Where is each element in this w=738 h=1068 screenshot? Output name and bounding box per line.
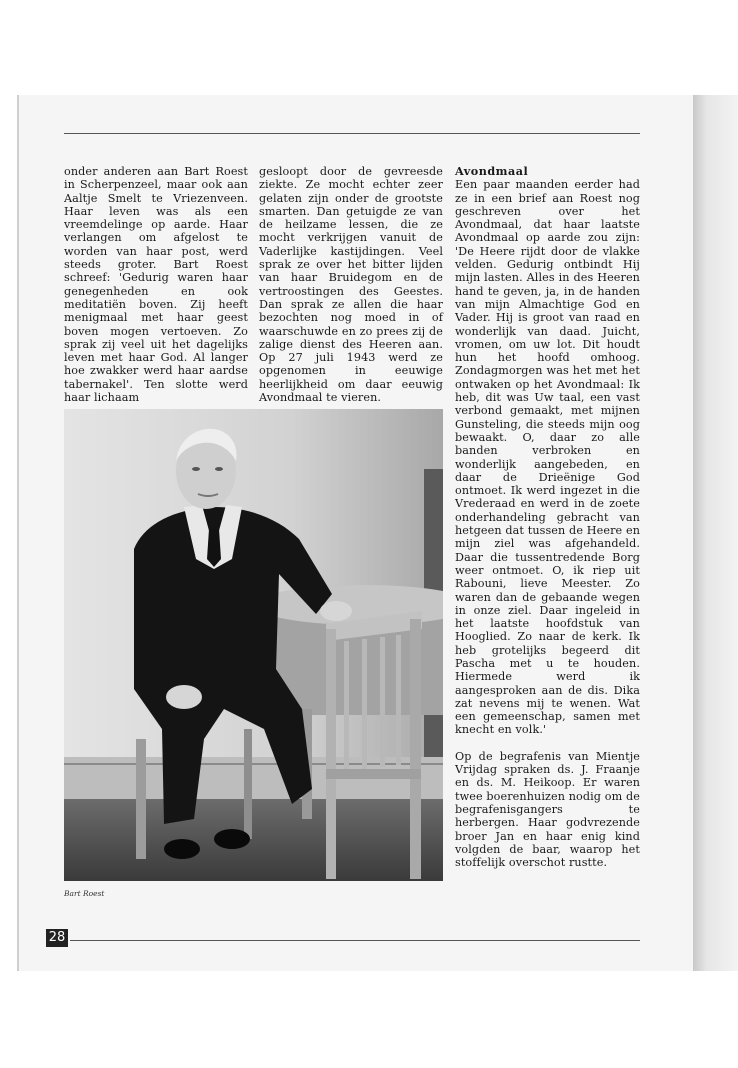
- text-column-2: gesloopt door de gevreesde ziekte. Ze mocht echter zeer gelaten zijn onder de grootste smarten. Dan getuigde ze van de heilzame lessen, die ze mocht verkrijgen vanuit de Vaderlijke kastijdingen. Veel sprak ze over het bitter lijden van haar Bruidegom en de vertroostingen des Geestes. Dan sprak ze allen die haar bezochten nog moed in of waarschuwde en zo prees zij de zalige dienst des Heeren aan. Op 27 juli 1943 werd ze opgenomen in eeuwige heerlijkheid om daar eeuwig Avondmaal te vieren.: [259, 165, 443, 405]
- page-number: 28: [46, 929, 68, 947]
- paragraph-begrafenis: Op de begrafenis van Mientje Vrijdag spraken ds. J. Fraanje en ds. M. Heikoop. Er waren twee boerenhuizen nodig om de begrafenisgangers te herbergen. Haar godvrezende broer Jan en haar enig kind volgden de baar, waarop het stoffelijk overschot rustte.: [455, 749, 640, 870]
- page-edge: [693, 95, 738, 971]
- section-heading: Avondmaal: [455, 164, 529, 178]
- text-column-3: [455, 165, 640, 869]
- photo-caption: Bart Roest: [64, 889, 105, 898]
- portrait-photo: [64, 409, 443, 881]
- paragraph-avondmaal: Een paar maanden eerder had ze in een brief aan Roest nog geschreven over het Avondmaal, dat haar laatste Avondmaal op aarde zou zijn: 'De Heere rijdt door de vlakke velden. Gedurig ontbindt Hij mijn lasten. Alles in des Heeren hand te geven, ja, in de handen van mijn Almachtige God en Vader. Hij is groot van raad en wonderlijk van daad. Juicht, vromen, om uw lot. Dit houdt hun het hoofd omhoog. Zondagmorgen was het met het ontwaken op het Avondmaal: Ik heb, dit was Uw taal, een vast verbond gemaakt, met mijnen Gunsteling, die steeds mijn oog bewaakt. O, daar zo alle banden verbroken en wonderlijk aangebeden, en daar de Drieënige God ontmoet. Ik werd ingezet in die Vrederaad en werd in de zoete onderhandeling gebracht van hetgeen dat tussen de Heere en mijn ziel was afgehandeld. Daar die tussentredende Borg weer ontmoet. O, ik riep uit Rabouni, lieve Meester. Zo waren dan de gebaande wegen in onze ziel. Daar ingeleid in het laatste hoofdstuk van Hooglied. Zo naar de kerk. Ik heb grotelijks begeerd dit Pascha met u te houden. Hiermede werd ik aangesproken aan de dis. Dika zat nevens mij te wenen. Wat een gemeenschap, samen met knecht en volk.': [455, 178, 640, 737]
- bottom-rule: [70, 940, 640, 941]
- top-rule: [64, 133, 640, 134]
- text-column-1: onder anderen aan Bart Roest in Scherpenzeel, maar ook aan Aaltje Smelt te Vriezenveen. Haar leven was als een vreemdelinge op aarde. Haar verlangen om afgelost te worden van haar post, werd steeds groter. Bart Roest schreef: 'Gedurig waren haar genegenheden en ook meditatiën boven. Zij heeft menigmaal met haar geest boven mogen vertoeven. Zo sprak zij veel uit het dagelijks leven met haar God. Al langer hoe zwakker werd haar aardse tabernakel'. Ten slotte werd haar lichaam: [64, 165, 248, 405]
